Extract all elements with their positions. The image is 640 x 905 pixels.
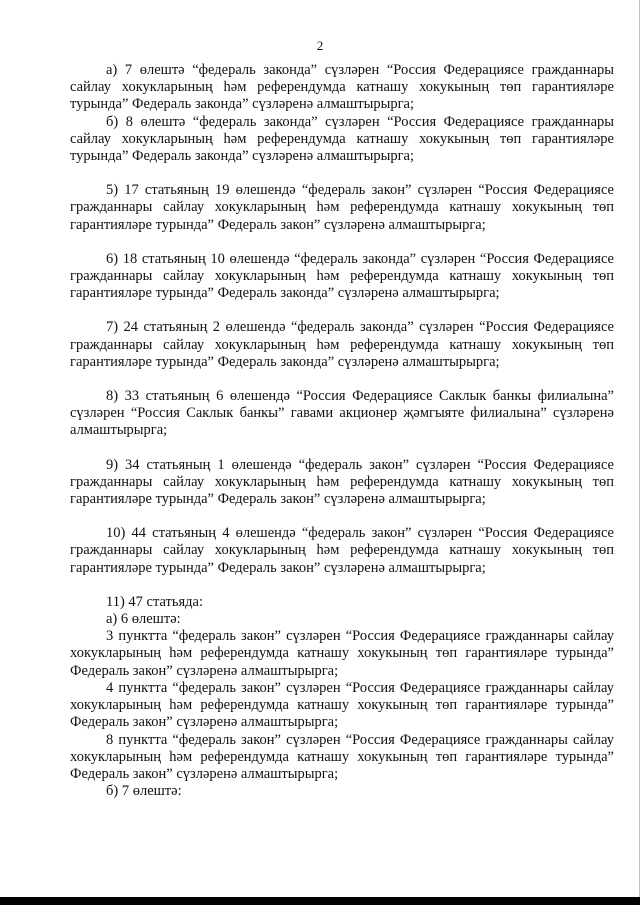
paragraph-gap: [70, 165, 614, 182]
item-9: 9) 34 статьяның 1 өлешендә “федераль закон” сүзләрен “Россия Федерациясе гражданнары сайлау хокукларының һәм референдумда катнашу хокукының төп гарантияләре турында” Федераль закон” сүзләренә алмаштырырга;: [70, 456, 614, 508]
item-8: 8) 33 статьяның 6 өлешендә “Россия Федерациясе Саклык банкы филиалына” сүзләрен “Россия Саклык банкы” гавами акционер җәмгыяте филиалына” сүзләренә алмаштырырга;: [70, 388, 614, 439]
item-11-a-point-8: 8 пунктта “федераль закон” сүзләрен “Россия Федерациясе гражданнары сайлау хокукларының һәм референдумда катнашу хокукының төп гарантияләре турында” Федераль закон” сүзләренә алмаштырырга;: [70, 731, 614, 782]
item-7: 7) 24 статьяның 2 өлешендә “федераль законда” сүзләрен “Россия Федерациясе гражданнары сайлау хокукларының һәм референдумда катнашу хокукының төп гарантияләре турында” Федераль законда” сүзләренә алмаштырырга;: [70, 319, 614, 370]
page-number: 2: [316, 38, 324, 53]
item-11-a-point-4: 4 пунктта “федераль закон” сүзләрен “Россия Федерациясе гражданнары сайлау хокукларының һәм референдумда катнашу хокукының төп гарантияләре турында” Федераль закон” сүзләренә алмаштырырга;: [70, 679, 614, 731]
item-5: 5) 17 статьяның 19 өлешендә “федераль закон” сүзләрен “Россия Федерациясе гражданнары сайлау хокукларының һәм референдумда катнашу хокукының төп гарантияләре турында” Федераль закон” сүзләренә алмаштырырга;: [70, 182, 614, 233]
document-body: [70, 62, 614, 800]
item-11: 11) 47 статьяда:: [106, 593, 204, 610]
item-11-a-point-3: 3 пунктта “федераль закон” сүзләрен “Россия Федерациясе гражданнары сайлау хокукларының һәм референдумда катнашу хокукының төп гарантияләре турында” Федераль закон” сүзләренә алмаштырырга;: [70, 628, 614, 679]
paragraph-gap: [70, 440, 614, 457]
item-11-a: а) 6 өлештә:: [106, 611, 181, 628]
paragraph-gap: [70, 234, 614, 251]
item-10: 10) 44 статьяның 4 өлешендә “федераль закон” сүзләрен “Россия Федерациясе гражданнары сайлау хокукларының һәм референдумда катнашу хокукының төп гарантияләре турында” Федераль закон” сүзләренә алмаштырырга;: [70, 525, 614, 576]
item-6: 6) 18 статьяның 10 өлешендә “федераль законда” сүзләрен “Россия Федерациясе гражданнары сайлау хокукларының һәм референдумда катнашу хокукының төп гарантияләре турында” Федераль законда” сүзләренә алмаштырырга;: [70, 250, 614, 302]
paragraph-gap: [70, 371, 614, 388]
scan-bottom-border: [0, 897, 640, 905]
paragraph-gap: [70, 577, 614, 594]
paragraph-b-part-8: б) 8 өлештә “федераль законда” сүзләрен “Россия Федерациясе гражданнары сайлау хокукларының һәм референдумда катнашу хокукының төп гарантияләре турында” Федераль законда” сүзләренә алмаштырырга;: [70, 113, 614, 165]
paragraph-gap: [70, 508, 614, 525]
paragraph-a-part-7: а) 7 өлештә “федераль законда” сүзләрен “Россия Федерациясе гражданнары сайлау хокукларының һәм референдумда катнашу хокукының төп гарантияләре турында” Федераль законда” сүзләренә алмаштырырга;: [70, 62, 614, 113]
paragraph-gap: [70, 302, 614, 319]
item-11-b: б) 7 өлештә:: [106, 783, 182, 800]
